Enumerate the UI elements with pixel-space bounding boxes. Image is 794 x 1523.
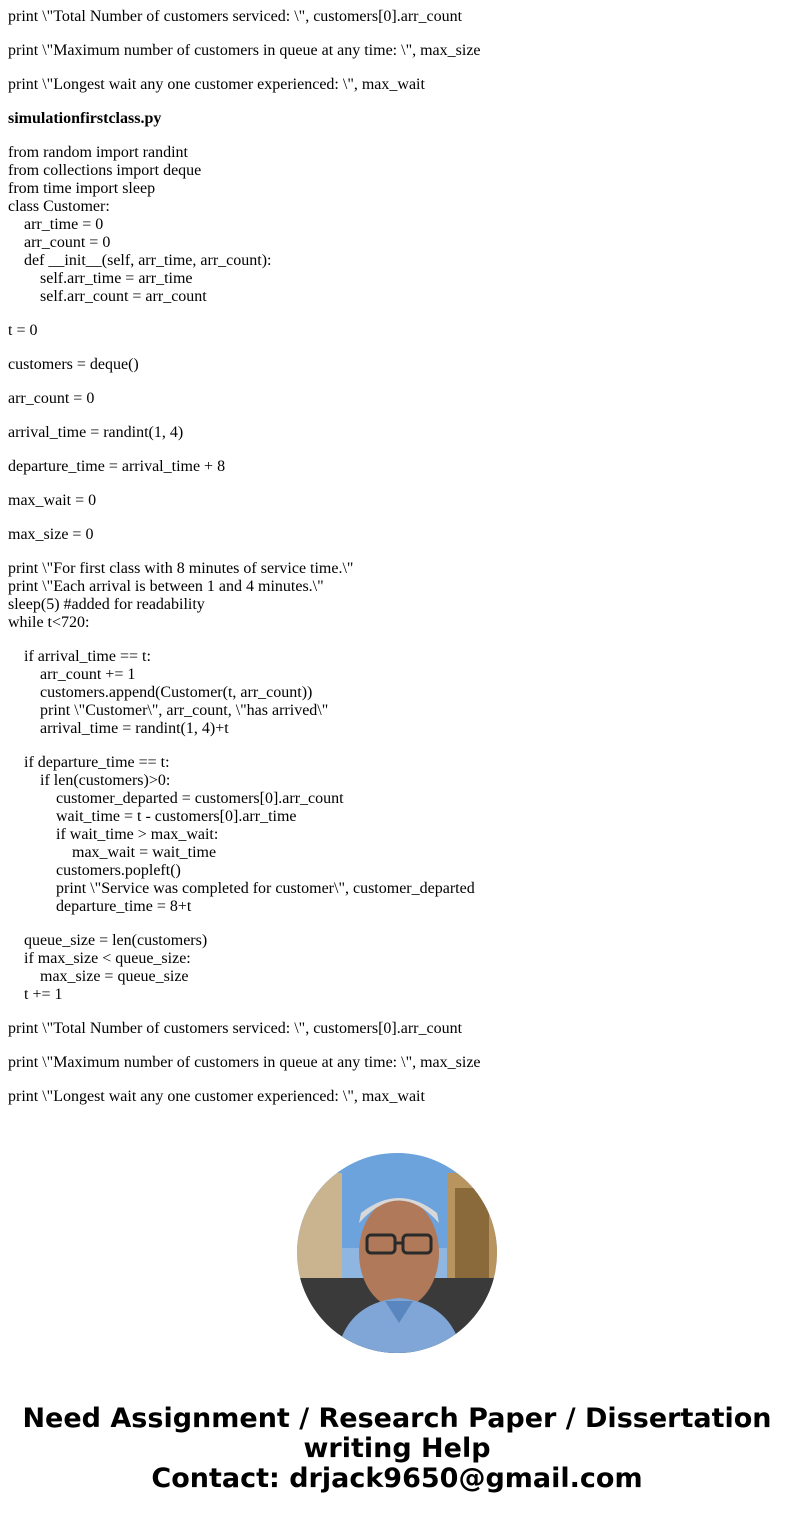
code-block <box>8 144 786 306</box>
code-line: from collections import deque <box>8 162 202 179</box>
code-block <box>8 932 786 1004</box>
code-line: if departure_time == t: <box>8 754 170 771</box>
author-avatar <box>297 1153 497 1353</box>
code-line: print \"Total Number of customers serviced: \", customers[0].arr_count <box>8 1020 463 1037</box>
code-line: from time import sleep <box>8 180 156 197</box>
code-block <box>8 1088 786 1106</box>
code-line: if len(customers)>0: <box>8 772 171 789</box>
code-block <box>8 356 786 374</box>
code-listing <box>8 144 786 1106</box>
code-line: max_size = 0 <box>8 526 94 543</box>
code-block <box>8 1020 786 1038</box>
code-line: print \"For first class with 8 minutes of service time.\" <box>8 560 354 577</box>
code-line: while t<720: <box>8 614 90 631</box>
code-line: if arrival_time == t: <box>8 648 151 665</box>
code-line: arr_count = 0 <box>8 234 111 251</box>
code-line: departure_time = 8+t <box>8 898 192 915</box>
code-line: from random import randint <box>8 144 188 161</box>
code-line: self.arr_count = arr_count <box>8 288 207 305</box>
intro-line: print \"Longest wait any one customer experienced: \", max_wait <box>8 76 425 93</box>
promo-line-2: writing Help <box>303 1433 491 1464</box>
code-line: t += 1 <box>8 986 63 1003</box>
person-portrait-icon <box>297 1153 497 1353</box>
code-line: arr_count += 1 <box>8 666 136 683</box>
intro-line: print \"Maximum number of customers in queue at any time: \", max_size <box>8 42 481 59</box>
code-line: self.arr_time = arr_time <box>8 270 193 287</box>
promo-contact: Contact: drjack9650@gmail.com <box>151 1463 643 1494</box>
promo-banner <box>0 1404 794 1494</box>
code-line: arr_count = 0 <box>8 390 95 407</box>
code-line: max_size = queue_size <box>8 968 189 985</box>
code-line: max_wait = wait_time <box>8 844 217 861</box>
code-block <box>8 1054 786 1072</box>
code-line: sleep(5) #added for readability <box>8 596 205 613</box>
code-block <box>8 526 786 544</box>
code-line: queue_size = len(customers) <box>8 932 208 949</box>
code-block <box>8 322 786 340</box>
code-line: print \"Customer\", arr_count, \"has arrived\" <box>8 702 329 719</box>
code-line: class Customer: <box>8 198 110 215</box>
code-line: customer_departed = customers[0].arr_count <box>8 790 344 807</box>
code-line: if wait_time > max_wait: <box>8 826 219 843</box>
code-block <box>8 424 786 442</box>
code-line: departure_time = arrival_time + 8 <box>8 458 226 475</box>
code-line: print \"Longest wait any one customer experienced: \", max_wait <box>8 1088 425 1105</box>
code-block <box>8 390 786 408</box>
code-line: if max_size < queue_size: <box>8 950 191 967</box>
document-body <box>8 8 786 1122</box>
intro-line: print \"Total Number of customers serviced: \", customers[0].arr_count <box>8 8 463 25</box>
code-line: arrival_time = randint(1, 4)+t <box>8 720 229 737</box>
code-block <box>8 754 786 916</box>
code-line: customers.popleft() <box>8 862 181 879</box>
code-line: t = 0 <box>8 322 38 339</box>
code-block <box>8 458 786 476</box>
code-block <box>8 492 786 510</box>
code-block <box>8 648 786 738</box>
file-heading: simulationfirstclass.py <box>8 110 162 127</box>
code-line: wait_time = t - customers[0].arr_time <box>8 808 297 825</box>
code-line: print \"Service was completed for customer\", customer_departed <box>8 880 475 897</box>
code-line: arrival_time = randint(1, 4) <box>8 424 184 441</box>
code-line: max_wait = 0 <box>8 492 97 509</box>
promo-line-1: Need Assignment / Research Paper / Dissertation <box>22 1403 772 1434</box>
code-line: print \"Each arrival is between 1 and 4 minutes.\" <box>8 578 324 595</box>
code-line: customers = deque() <box>8 356 139 373</box>
code-line: arr_time = 0 <box>8 216 104 233</box>
code-line: customers.append(Customer(t, arr_count)) <box>8 684 313 701</box>
code-block <box>8 560 786 632</box>
code-line: def __init__(self, arr_time, arr_count): <box>8 252 272 269</box>
code-line: print \"Maximum number of customers in queue at any time: \", max_size <box>8 1054 481 1071</box>
